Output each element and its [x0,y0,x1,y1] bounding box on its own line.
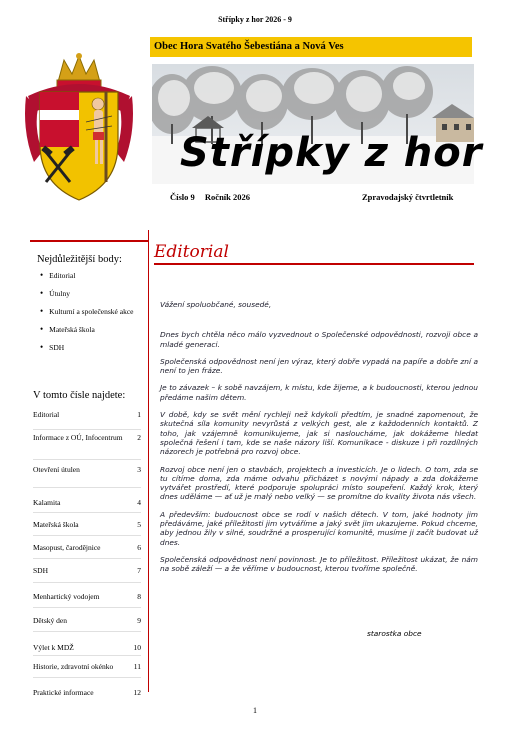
crown-icon [57,53,101,88]
letter-signature: starostka obce [367,629,422,638]
letter-paragraph: V době, kdy se svět mění rychleji než kdykoli předtím, je snadné zapomenout, že skutečná síla komunity nevyrůstá z velkých gest, ale z každodenních kontaktů. Z toho, jak vzájemně komunikujeme, jak si nasloucháme, jak dokážeme hledat společná řešení i tam, kde se naše názory liší. Komunikace - diskuze i při rozdílných názorech je potřebná pro rozvoj obce. [160,410,478,457]
toc-page: 10 [133,643,141,652]
highlight-item: • Útulny [40,284,134,302]
newsletter-masthead: Střípky z hor [180,130,483,176]
issue-volume: Ročník 2026 [204,192,251,202]
toc-label: Dětský den [33,616,67,625]
toc-label: Historie, zdravotní okénko [33,662,114,671]
toc-entry[interactable] [33,678,141,708]
letter-paragraph: Je to závazek – k sobě navzájem, k místu, kde žijeme, a k budoucnosti, kterou jednou předáme našim dětem. [160,383,478,402]
toc-label: Výlet k MDŽ [33,643,74,652]
issue-number: Číslo 9 [170,192,195,202]
letter-paragraph: Společenská odpovědnost není povinnost. Je to příležitost. Příležitost ukázat, že nám na sobě záleží — a že věříme v budoucnost, kterou tvoříme společně. [160,554,478,574]
letter-salutation: Vážení spoluobčané, sousedé, [160,300,272,309]
highlights-list [40,266,134,356]
toc-page: 11 [133,662,141,671]
toc-page: 12 [133,688,141,697]
toc-entry[interactable] [33,608,141,632]
toc-label: Masopust, čarodějnice [33,543,101,552]
toc-entry[interactable] [33,656,141,678]
toc-title: V tomto čísle najdete: [33,390,126,401]
letter-paragraph: Rozvoj obce není jen o stavbách, projektech a investicích. Je o lidech. O tom, zda se tu cítíme doma, zda máme odvahu přicházet s novými nápady a zda dokážeme vytvářet prostředí, které podporuje spolupráci místo soupeření. Každý krok, který dnes uděláme — ať už je malý nebo velký — se promítne do kvality života nás všech. [160,464,478,502]
toc-page: 1 [137,410,141,419]
toc-entry[interactable] [33,583,141,608]
letter-paragraph: A především: budoucnost obce se rodí v našich dětech. V tom, jaké hodnoty jim předáváme, jaké příležitosti jim vytváříme a jaký svět jim ukazujeme. Pokud chceme, aby jednou žily v silné, soudržné a prosperující komunitě, musíme ji začít budovat už dnes. [160,509,478,547]
newsletter-tagline: Zpravodajský čtvrtletník [362,192,454,202]
toc-label: Editorial [33,410,60,419]
highlight-item: • SDH [40,338,134,356]
toc-entry[interactable] [33,400,141,430]
toc-page: 5 [137,520,141,529]
toc-label: Praktické informace [33,688,94,697]
toc-entry[interactable] [33,513,141,536]
toc-page: 3 [137,465,141,474]
toc-label: Menhartický vodojem [33,592,100,601]
page-number: 1 [253,706,257,715]
toc-entry[interactable] [33,460,141,488]
editorial-letter [160,300,478,582]
toc-entry[interactable] [33,536,141,559]
highlight-item: • Mateřská škola [40,320,134,338]
toc-label: Informace z OÚ, Infocentrum [33,433,123,442]
toc-label: Kalamita [33,498,61,507]
table-of-contents [33,400,141,708]
toc-entry[interactable] [33,632,141,656]
editorial-heading: Editorial [154,242,229,262]
toc-page: 6 [137,543,141,552]
toc-page: 8 [137,592,141,601]
toc-page: 2 [137,433,141,442]
letter-paragraph: Dnes bych chtěla něco málo vyzvednout o Společenské odpovědnosti, rozvoji obce a mladé generaci. [160,330,478,349]
highlight-item: • Editorial [40,266,134,284]
toc-label: SDH [33,566,49,575]
issue-info [170,192,258,202]
toc-page: 9 [137,616,141,625]
column-divider [148,230,149,692]
highlight-item: • Kulturní a společenské akce [40,302,134,320]
toc-entry[interactable] [33,488,141,513]
shield [40,92,118,200]
toc-label: Mateřská škola [33,520,79,529]
toc-page: 7 [137,566,141,575]
sidebar-divider [30,240,148,242]
toc-entry[interactable] [33,559,141,583]
municipality-banner: Obec Hora Svatého Šebestiána a Nová Ves [150,37,472,57]
highlights-title: Nejdůležitější body: [37,254,122,265]
toc-label: Otevření útulen [33,465,80,474]
editorial-divider [154,263,474,265]
toc-entry[interactable] [33,430,141,460]
running-header: Střípky z hor 2026 - 9 [218,15,292,24]
toc-page: 4 [137,498,141,507]
letter-paragraph: Společenská odpovědnost není jen výraz, který dobře vypadá na papíře a dobře zní a není to jen fráze. [160,356,478,376]
municipal-coat-of-arms [20,52,138,204]
